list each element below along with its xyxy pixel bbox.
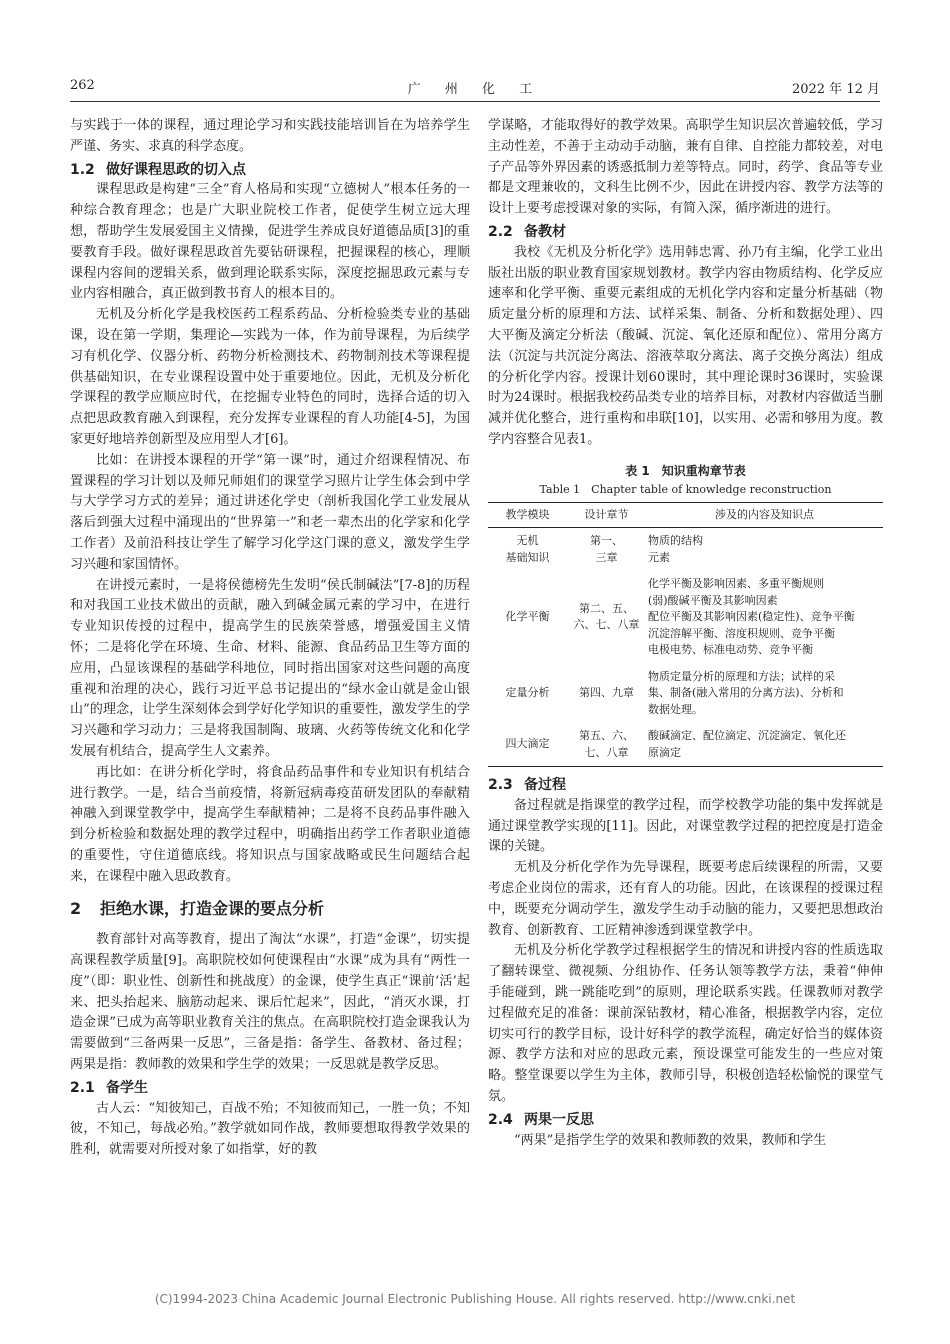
cell-line: (弱)酸碱平衡及其影响因素 <box>648 593 778 607</box>
section-title: 备过程 <box>524 777 566 794</box>
chapter-cell <box>567 571 646 664</box>
knowledge-table <box>488 502 883 768</box>
running-header <box>70 78 880 98</box>
module-cell <box>488 571 567 664</box>
cell-line: 四大滴定 <box>505 737 550 751</box>
cell-line: 无机 <box>516 534 539 548</box>
section-number: 2 <box>70 899 82 919</box>
section-title: 做好课程思政的切入点 <box>106 161 246 178</box>
column-header: 涉及的内容及知识点 <box>646 502 883 528</box>
section-title: 备教材 <box>524 223 566 240</box>
table-row <box>488 664 883 724</box>
paragraph: 无机及分析化学是我校医药工程系药品、分析检验类专业的基础课，设在第一学期，集理论—实践为一体，作为前导课程，为后续学习有机化学、仪器分析、药物分析检测技术、药物制剂技术等课程提供基础知识，在专业课程设置中处于重要地位。因此，无机及分析化学课程的教学应顺应时代，在挖掘专业特色的同时，选择合适的切入点把思政教育融入到课程，充分发挥专业课程的育人功能[4-5]，为国家更好地培养创新型及应用型人才[6]。 <box>70 307 470 447</box>
content-cell <box>646 528 883 572</box>
module-cell <box>488 723 567 767</box>
cell-line: 第二、五、 <box>579 601 634 615</box>
cell-line: 集、制备(融入常用的分离方法)、分析和 <box>648 686 844 700</box>
cell-line: 化学平衡及影响因素、多重平衡规则 <box>648 577 824 591</box>
cell-line: 第四、九章 <box>579 686 634 700</box>
section-number: 1.2 <box>70 161 95 178</box>
column-header: 教学模块 <box>488 502 567 528</box>
content-cell <box>646 723 883 767</box>
cell-line: 沉淀溶解平衡、溶度积规则、竞争平衡 <box>648 626 835 640</box>
table-title-en: Table 1 Chapter table of knowledge reconstruction <box>539 482 832 496</box>
cell-line: 第五、六、 <box>579 729 634 743</box>
module-cell <box>488 664 567 724</box>
section-title: 两果一反思 <box>524 1111 594 1128</box>
right-column <box>488 116 883 1151</box>
section-number: 2.2 <box>488 223 513 240</box>
section-heading-2-4 <box>488 1110 883 1131</box>
cell-line: 物质定量分析的原理和方法；试样的采 <box>648 669 835 683</box>
cell-line: 元素 <box>648 550 670 564</box>
cell-line: 电极电势、标准电动势、竞争平衡 <box>648 643 813 657</box>
cell-line: 六、七、八章 <box>573 618 640 632</box>
section-title: 备学生 <box>106 1079 148 1096</box>
table-row <box>488 571 883 664</box>
table-caption <box>488 461 883 498</box>
issue-date: 2022 年 12 月 <box>791 82 880 97</box>
paragraph: 在讲授元素时，一是将侯德榜先生发明“侯氏制碱法”[7-8]的历程和对我国工业技术做出的贡献，融入到碱金属元素的学习中，在进行专业知识传授的过程中，提高学生的民族荣誉感，增强爱国主义情怀；二是将化学在环境、生命、材料、能源、食品药品卫生等方面的应用，凸显该课程的基础学科地位，同时指出国家对这些问题的高度重视和治理的决心，践行习近平总书记提出的“绿水金山就是金山银山”的理念，让学生深刻体会到学好化学知识的重要性，激发学生的学习兴趣和学习动力；三是将我国制陶、玻璃、火药等传统文化和化学发展有机结合，提高学生人文素养。 <box>70 577 470 759</box>
section-number: 2.3 <box>488 777 513 794</box>
content-cell <box>646 664 883 724</box>
cell-line: 酸碱滴定、配位滴定、沉淀滴定、氧化还 <box>648 729 846 743</box>
header-rule <box>70 101 880 102</box>
section-title: 拒绝水课，打造金课的要点分析 <box>100 899 325 919</box>
paragraph: 我校《无机及分析化学》选用韩忠霄、孙乃有主编，化学工业出版社出版的职业教育国家规划教材。教学内容由物质结构、化学反应速率和化学平衡、重要元素组成的无机化学内容和定量分析基础（物质定量分析的原理和方法、试样采集、制备、分析和数据处理）、四大平衡及滴定分析法（酸碱、沉淀、氧化还原和配位）、常用分离方法（沉淀与共沉淀分离法、溶液萃取分离法、离子交换分离法）组成的分析化学内容。授课计划60课时，其中理论课时36课时，实验课时为24课时。根据我校药品类专业的培养目标，对教材内容做适当删减并优化整合，进行重构和串联[10]，以实用、必需和够用为度。教学内容整合见表1。 <box>488 244 883 447</box>
cell-line: 物质的结构 <box>648 534 703 548</box>
section-number: 2.4 <box>488 1111 513 1128</box>
cell-line: 原滴定 <box>648 745 681 759</box>
chapter-cell <box>567 723 646 767</box>
section-heading-2-1 <box>70 1078 470 1099</box>
paragraph: 与实践于一体的课程，通过理论学习和实践技能培训旨在为培养学生严谨、务实、求真的科学态度。 <box>70 118 470 154</box>
cell-line: 数据处理。 <box>648 702 703 716</box>
section-heading-2-2 <box>488 222 883 243</box>
chapter-cell <box>567 664 646 724</box>
copyright-footer: (C)1994-2023 China Academic Journal Electronic Publishing House. All rights reserved. http://www.cnki.net <box>154 1292 796 1306</box>
chapter-cell <box>567 528 646 572</box>
table-header-row <box>488 502 883 528</box>
cell-line: 基础知识 <box>505 550 550 564</box>
content-cell <box>646 571 883 664</box>
journal-name: 广 州 化 工 <box>407 82 543 97</box>
paragraph: 备过程就是指课堂的教学过程，而学校教学功能的集中发挥就是通过课堂教学实现的[11]。因此，对课堂教学过程的把控度是打造金课的关键。 <box>488 797 883 855</box>
paragraph: 古人云：“知彼知己，百战不殆；不知彼而知己，一胜一负；不知彼，不知己，每战必殆。”教学就如同作战，教师要想取得教学效果的胜利，就需要对所授对象了如指掌，好的教 <box>70 1100 470 1158</box>
section-heading-2 <box>70 899 470 920</box>
cell-line: 定量分析 <box>505 686 550 700</box>
left-column <box>70 116 470 1161</box>
table-title-zh: 表 1 知识重构章节表 <box>625 463 746 478</box>
paragraph: “两果”是指学生学的效果和教师教的效果，教师和学生 <box>514 1132 827 1148</box>
column-header: 设计章节 <box>567 502 646 528</box>
paragraph: 无机及分析化学教学过程根据学生的情况和讲授内容的性质选取了翻转课堂、微视频、分组协作、任务认领等教学方法，秉着“伸伸手能碰到，跳一跳能吃到”的原则，理论联系实践。任课教师对教学过程做充足的准备：课前深钻教材，精心准备，根据教学内容，定位切实可行的教学目标，设计好科学的教学流程，确定好恰当的媒体资源、教学方法和对应的思政元素，预设课堂可能发生的一些应对策略。整堂课要以学生为主体，教师引导，积极创造轻松愉悦的课堂气氛。 <box>488 943 883 1104</box>
table-row <box>488 528 883 572</box>
cell-line: 化学平衡 <box>505 610 550 624</box>
section-number: 2.1 <box>70 1079 95 1096</box>
cell-line: 七、八章 <box>584 745 629 759</box>
cell-line: 第一、 <box>590 534 623 548</box>
paragraph: 课程思政是构建“三全”育人格局和实现“立德树人”根本任务的一种综合教育理念；也是广大职业院校工作者，促使学生树立远大理想，帮助学生发展爱国主义情操，促进学生养成良好道德品质[3]的重要教育手段。做好课程思政首先要钻研课程，把握课程的核心，理顺课程内容间的逻辑关系，做到理论联系实际，深度挖掘思政元素与专业内容相融合，真正做到教书育人的根本目的。 <box>70 182 470 302</box>
paragraph: 学谋略，才能取得好的教学效果。高职学生知识层次普遍较低，学习主动性差，不善于主动动手动脑，兼有自律、自控能力都较差，对电子产品等外界因素的诱惑抵制力差等特点。同时，药学、食品等专业都是文理兼收的，文科生比例不少，因此在讲授内容、教学方法等的设计上要考虑授课对象的实际，有简入深，循序渐进的进行。 <box>488 118 883 217</box>
cell-line: 三章 <box>595 550 618 564</box>
section-heading-1-2 <box>70 160 470 181</box>
paragraph: 教育部针对高等教育，提出了淘汰“水课”，打造“金课”，切实提高课程教学质量[9]。高职院校如何使课程由“水课”成为具有“两性一度”（即：职业性、创新性和挑战度）的金课，使学生真正“课前‘活’起来、把头抬起来、脑筋动起来、课后忙起来”，因此，“消灭水课，打造金课”已成为高等职业教育关注的焦点。在高职院校打造金课我认为需要做到“三备两果一反思”，三备是指：备学生、备教材、备过程；两果是指：教师教的效果和学生学的效果；一反思就是教学反思。 <box>70 932 470 1073</box>
cell-line: 配位平衡及其影响因素(稳定性)、竞争平衡 <box>648 610 855 624</box>
paragraph: 比如：在讲授本课程的开学“第一课”时，通过介绍课程情况、布置课程的学习计划以及师兄师姐们的课堂学习照片让学生体会到中学与大学学习方式的差异；通过讲述化学史（剖析我国化学工业发展从落后到强大过程中涌现出的“世界第一”和老一辈杰出的化学家和化学工作者）及前沿科技让学生了解学习化学这门课的意义，激发学生学习兴趣和家国情怀。 <box>70 452 470 572</box>
table-row <box>488 723 883 767</box>
page-number: 262 <box>70 78 95 93</box>
section-heading-2-3 <box>488 775 883 796</box>
paragraph: 无机及分析化学作为先导课程，既要考虑后续课程的所需，又要考虑企业岗位的需求，还有育人的功能。因此，在该课程的授课过程中，既要充分调动学生，激发学生动手动脑的能力，又要把思想政治教育、创新教育、工匠精神渗透到课堂教学中。 <box>488 860 883 938</box>
module-cell <box>488 528 567 572</box>
paragraph: 再比如：在讲分析化学时，将食品药品事件和专业知识有机结合进行教学。一是，结合当前疫情，将新冠病毒疫苗研发团队的奉献精神融入到课堂教学中，提高学生奉献精神；二是将不良药品事件融入到分析检验和数据处理的教学过程中，明确指出药学工作者职业道德的重要性，守住道德底线。将知识点与国家战略或民生问题结合起来，在课程中融入思政教育。 <box>70 764 470 884</box>
